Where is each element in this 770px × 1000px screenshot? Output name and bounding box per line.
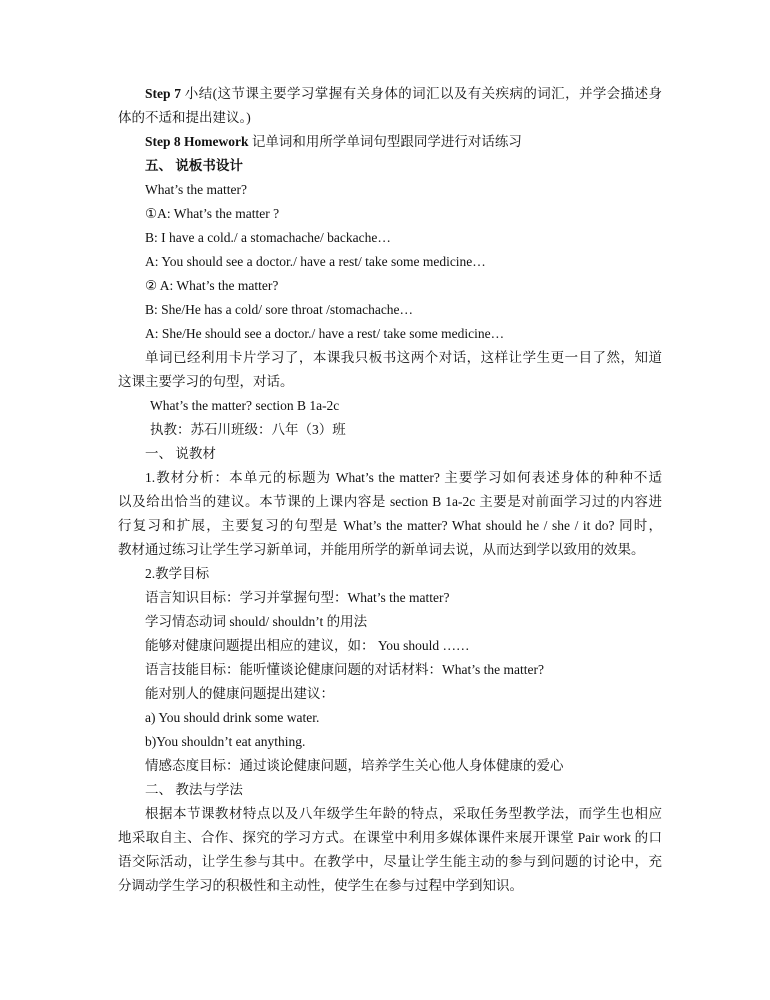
step8-line: Step 8 Homework 记单词和用所学单词句型跟同学进行对话练习 — [145, 134, 522, 149]
board-title: What’s the matter? — [145, 182, 247, 197]
step7-line: Step 7 小结(这节课主要学习掌握有关身体的词汇以及有关疾病的词汇，并学会描述身 — [145, 86, 662, 101]
objective-line: 情感态度目标：通过谈论健康问题，培养学生关心他人身体健康的爱心 — [145, 758, 564, 773]
paragraph-line: 根据本节课教材特点以及八年级学生年龄的特点，采取任务型教学法，而学生也相应 — [145, 806, 662, 821]
objective-line: 能对别人的健康问题提出建议： — [145, 686, 334, 701]
paragraph-line: 分调动学生学习的积极性和主动性，使学生在参与过程中学到知识。 — [118, 878, 523, 893]
objective-line: 学习情态动词 should/ shouldn’t 的用法 — [145, 614, 368, 629]
paragraph-line: 单词已经利用卡片学习了，本课我只板书这两个对话，这样让学生更一目了然，知道 — [145, 350, 662, 365]
objective-line: 语言知识目标：学习并掌握句型：What’s the matter? — [145, 590, 450, 605]
board-line: ② A: What’s the matter? — [145, 278, 279, 293]
objective-line: 能够对健康问题提出相应的建议，如： You should …… — [145, 638, 470, 653]
paragraph-line: 以及给出恰当的建议。本节课的上课内容是 section B 1a-2c 主要是对前面学习过的内容进 — [118, 494, 662, 509]
section2-heading: 二、 教法与学法 — [145, 782, 243, 797]
board-line: B: She/He has a cold/ sore throat /stomachache… — [145, 302, 414, 317]
paragraph-line: 地采取自主、合作、探究的学习方式。在课堂中利用多媒体课件来展开课堂 Pair work 的口 — [118, 830, 662, 845]
paragraph-line: 行复习和扩展，主要复习的句型是 What’s the matter? What should he / she / it do? 同时， — [118, 518, 662, 533]
section1-heading: 一、 说教材 — [145, 446, 216, 461]
objectives-heading: 2.教学目标 — [145, 566, 210, 581]
teacher-info: 执教：苏石川班级：八年（3）班 — [150, 422, 346, 437]
board-line: A: You should see a doctor./ have a rest/ take some medicine… — [145, 254, 486, 269]
step7-heading: Step 7 — [145, 86, 182, 101]
paragraph-line: 这课主要学习的句型，对话。 — [118, 374, 294, 389]
paragraph-line: 语交际活动，让学生参与其中。在教学中，尽量让学生能主动的参与到问题的讨论中，充 — [118, 854, 662, 869]
example-line: b)You shouldn’t eat anything. — [145, 734, 306, 749]
paragraph-line: 教材通过练习让学生学习新单词，并能用所学的新单词去说，从而达到学以致用的效果。 — [118, 542, 645, 557]
lesson-title: What’s the matter? section B 1a-2c — [150, 398, 340, 413]
example-line: a) You should drink some water. — [145, 710, 320, 725]
step8-heading: Step 8 Homework — [145, 134, 249, 149]
step7-line-cont: 体的不适和提出建议。) — [118, 110, 251, 125]
board-line: A: She/He should see a doctor./ have a rest/ take some medicine… — [145, 326, 505, 341]
board-line: B: I have a cold./ a stomachache/ backache… — [145, 230, 391, 245]
objective-line: 语言技能目标：能听懂谈论健康问题的对话材料：What’s the matter? — [145, 662, 544, 677]
board-line: ①A: What’s the matter ? — [145, 206, 280, 221]
section5-heading: 五、 说板书设计 — [145, 158, 243, 173]
paragraph-line: 1.教材分析：本单元的标题为 What’s the matter? 主要学习如何表述身体的种种不适 — [145, 470, 662, 485]
